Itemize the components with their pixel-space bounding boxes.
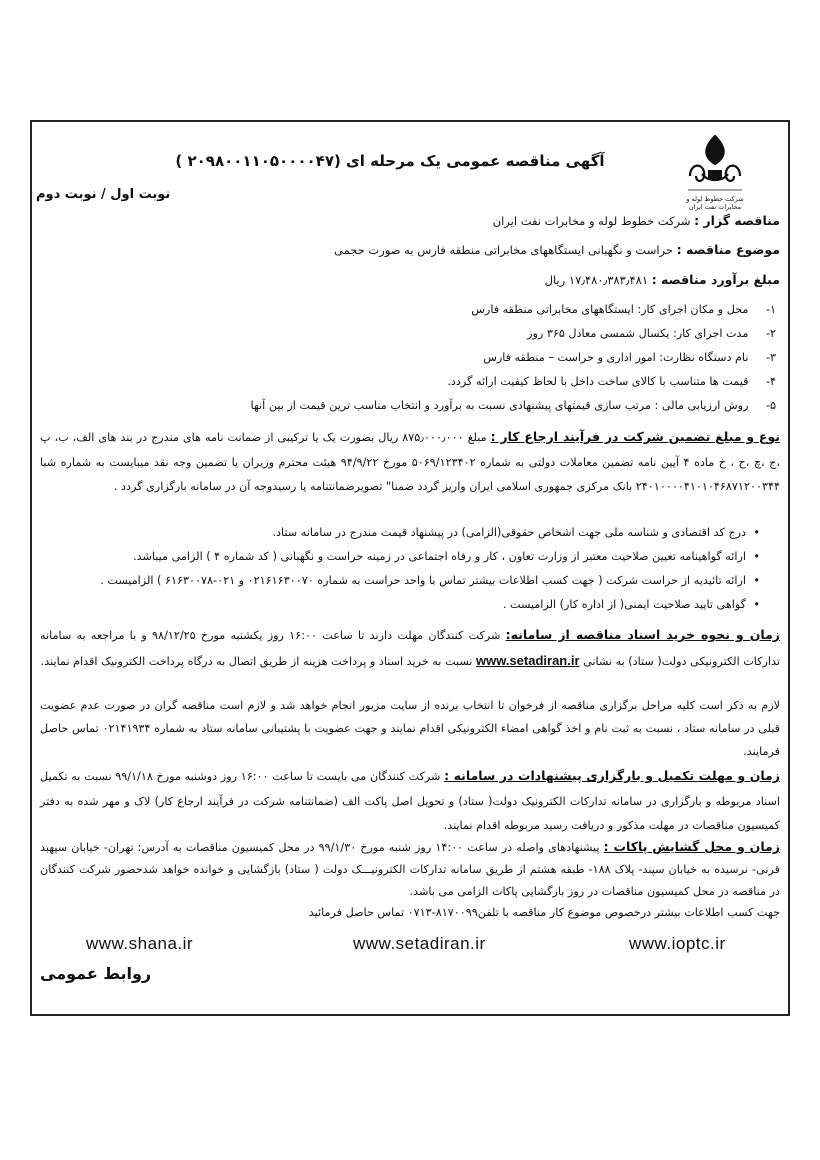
- list-item: ۲- مدت اجرای کار: یکسال شمسی معادل ۳۶۵ روز: [527, 327, 776, 340]
- field-subject: [334, 244, 780, 257]
- list-item: ۵- روش ارزیابی مالی : مرتب سازی قیمتهای پیشنهادی نسبت به برآورد و انتخاب مناسب ترین قیمت از بین آنها: [250, 399, 776, 412]
- notice-title: آگهی مناقصه عمومی یک مرحله ای (۲۰۹۸۰۰۱۱۰۵۰۰۰۰۴۷ ): [175, 152, 605, 170]
- requirement-item: •ارائه گواهینامه تعیین صلاحیت معتبر از وزارت تعاون ، کار و رفاه اجتماعی در زمینه حراست و نگهبانی ( کد شماره ۴ ) الزامی میباشد.: [133, 550, 760, 563]
- section-text: شرکت کنندگان مهلت دارند تا ساعت ۱۶:۰۰ روز یکشنبه مورخ ۹۸/۱۲/۲۵ و با مراجعه به سامانه تدارکات الکترونیکی دولت( ستاد) به نشانی: [40, 629, 780, 668]
- list-item-text: قیمت ها متناسب با کالای ساخت داخل با لحاظ کیفیت ارائه گردد.: [447, 375, 749, 388]
- field-label: مناقصه گزار :: [694, 213, 780, 228]
- section-heading: زمان و نحوه خرید اسناد مناقصه از سامانه:: [505, 627, 781, 642]
- list-item-text: مدت اجرای کار: یکسال شمسی معادل ۳۶۵ روز: [527, 327, 749, 340]
- list-item-text: محل و مکان اجرای کار: ایستگاههای مخابراتی منطقه فارس: [471, 303, 749, 316]
- field-value: حراست و نگهبانی ایستگاههای مخابراتی منطقه فارس به صورت حجمی: [334, 243, 673, 257]
- opening-section: [40, 836, 780, 903]
- contact-line: جهت کسب اطلاعات بیشتر درخصوص موضوع کار مناقصه با تلفن۸۱۷۰۰۹۹-۰۷۱۳ تماس حاصل فرمائید: [308, 906, 780, 919]
- company-logo: [680, 130, 750, 211]
- ioptc-link[interactable]: www.ioptc.ir: [629, 934, 726, 953]
- section-heading: زمان و محل گشایش پاکات :: [603, 839, 780, 854]
- list-item-text: روش ارزیابی مالی : مرتب سازی قیمتهای پیشنهادی نسبت به برآورد و انتخاب مناسب ترین قیمت از بین آنها: [250, 399, 749, 412]
- section-text: مبلغ ۸۷۵٫۰۰۰٫۰۰۰ ریال بصورت یک یا ترکیبی از ضمانت نامه های مندرج در بند های الف، ب، پ ،ج ،چ ،ح ، خ ماده ۴ آیین نامه تضمین معاملات دولتی به شماره ۵۰۶۹/۱۲۳۴۰۲ مورخ ۹۴/۹/۲۲ هیئت محترم وزیران یا تضمین وجه نقد میبایست به شماره شبا ۲۴۰۱۰۰۰۰۴۱۰۱۰۴۶۸۷۱۲۰۰۳۴۴ بانک مرکزی جمهوری اسلامی ایران واریز گردد ضمنا" تصویرضمانتنامه یا رسیدوجه آن در سامانه بارگزاری گردد .: [40, 431, 780, 493]
- field-label: مبلغ برآورد مناقصه :: [651, 272, 780, 287]
- field-label: موضوع مناقصه :: [676, 242, 780, 257]
- logo-caption: شرکت خطوط لوله و مخابرات نفت ایران: [686, 195, 744, 211]
- guarantee-section: [40, 425, 780, 500]
- requirement-item: •درج کد اقتصادی و شناسه ملی جهت اشخاص حقوقی(الزامی) در پیشنهاد قیمت مندرج در سامانه ستاد.: [272, 526, 760, 539]
- requirement-item: •گواهی تایید صلاحیت ایمنی( از اداره کار) الزامیست .: [502, 598, 760, 611]
- submission-section: [40, 764, 780, 839]
- section-heading: نوع و مبلغ تضمین شرکت در فرآیند ارجاع کار :: [490, 429, 780, 444]
- field-tender-organizer: [493, 215, 780, 228]
- list-item-text: نام دستگاه نظارت: امور اداری و حراست – منطقه فارس: [483, 351, 749, 364]
- docs-section: [40, 623, 780, 674]
- shana-link[interactable]: www.shana.ir: [86, 934, 194, 953]
- section-text: نسبت به خرید اسناد و پرداخت هزینه از طریق اتصال به درگاه پرداخت الکترونیک اقدام نمایند.: [40, 654, 473, 668]
- list-item: ۳- نام دستگاه نظارت: امور اداری و حراست – منطقه فارس: [483, 351, 776, 364]
- list-item: ۴- قیمت ها متناسب با کالای ساخت داخل با لحاظ کیفیت ارائه گردد.: [447, 375, 776, 388]
- field-value: شرکت خطوط لوله و مخابرات نفت ایران: [492, 214, 691, 228]
- list-item: ۱- محل و مکان اجرای کار: ایستگاههای مخابراتی منطقه فارس: [471, 303, 776, 316]
- requirement-item: •ارائه تائیدیه از حراست شرکت ( جهت کسب اطلاعات بیشتر تماس با واحد حراست به شماره ۰۲۱۶۱۶۳۰۰۷۰ و ۰۲۱-۶۱۶۳۰۰۷۸ ) الزامیست .: [100, 574, 760, 587]
- round-label: نوبت اول / نوبت دوم: [36, 187, 171, 202]
- field-value: ۱۷٫۴۸۰٫۳۸۳٫۴۸۱ ریال: [544, 273, 649, 287]
- section-text: شرکت کنندگان می بایست تا ساعت ۱۶:۰۰ روز دوشنبه مورخ ۹۹/۱/۱۸ نسبت به تکمیل اسناد مربوطه و بارگزاری در سامانه تدارکات الکترونیک دولت( ستاد) و تحویل اصل پاکت الف (ضمانتنامه شرکت در فرآیند ارجاع کار) لاک و مهر شده به دفتر کمیسیون مناقصات در مهلت مذکور و دریافت رسید مربوطه اقدام نمایند.: [40, 770, 780, 832]
- section-heading: زمان و مهلت تکمیل و بارگزاری پیشنهادات در سامانه :: [444, 768, 780, 783]
- signer: روابط عمومی: [40, 964, 152, 983]
- membership-note: لازم به ذکر است کلیه مراحل برگزاری مناقصه از فرخوان تا انتخاب برنده از سایت مزبور انجام خواهد شد و لازم است مناقصه گران در صورت عدم عضویت قبلی در سامانه ستاد ، نسبت به ثبت نام و اخذ گواهی امضاء الکترونیکی اقدام نمایند و جهت عضویت با پشتیبانی سامانه ستاد به شماره ۰۲۱۴۱۹۳۴ تماس حاصل فرمایند.: [40, 699, 780, 758]
- setadiran-footer-link[interactable]: www.setadiran.ir: [353, 934, 486, 953]
- setadiran-link[interactable]: www.setadiran.ir: [475, 652, 580, 668]
- section-text: پیشنهادهای واصله در ساعت ۱۴:۰۰ روز شنبه مورخ ۹۹/۱/۳۰ در محل کمیسیون مناقصات به آدرس: تهران- خیابان سپهبد قرنی- نرسیده به خیابان سپند- پلاک ۱۸۸- طبقه هشتم از طریق سامانه تدارکات الکترونیـــک دولت ( ستاد) بازگشایی و خوانده خواهد شدحضور شرکت کنندگان در مناقصه در محل کمیسیون مناقصات در روز بازگشایی پاکات الزامی می باشد.: [40, 841, 780, 898]
- field-estimate: [545, 274, 780, 287]
